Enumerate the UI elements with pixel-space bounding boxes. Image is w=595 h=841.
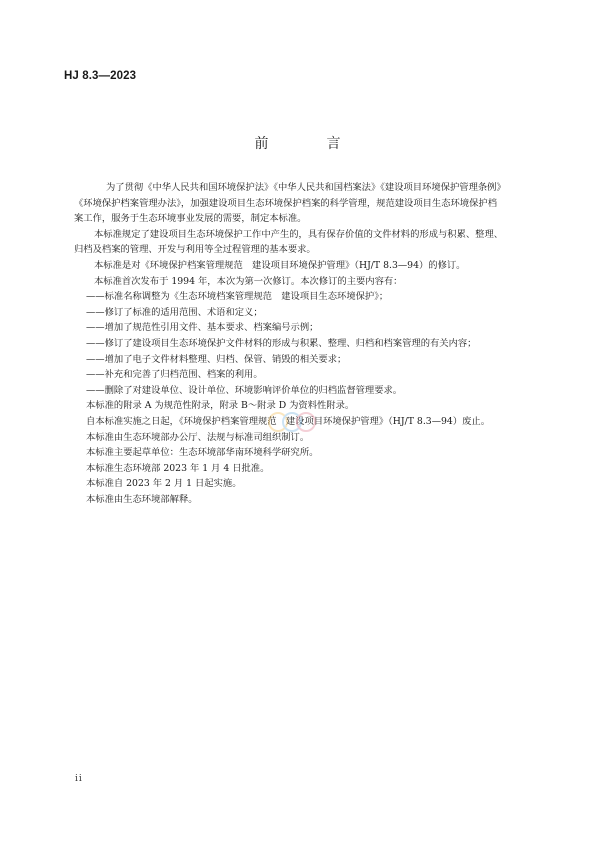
approval-note: 本标准生态环境部 2023 年 1 月 4 日批准。: [86, 462, 270, 474]
drafter-note: 本标准主要起草单位：生态环境部华南环境科学研究所。: [86, 447, 319, 459]
paragraph-1-line-2: 《环境保护档案管理办法》，加强建设项目生态环境保护档案的科学管理，规范建设项目生态环境保护档: [74, 197, 498, 209]
foreword-body: [74, 180, 526, 507]
change-item-4: ——修订了建设项目生态环境保护文件材料的形成与积累、整理、归档和档案管理的有关内容；: [86, 337, 477, 349]
change-item-6: ——补充和完善了归档范围、档案的利用。: [86, 369, 263, 381]
change-item-1: ——标准名称调整为《生态环境档案管理规范 建设项目生态环境保护》；: [86, 291, 389, 303]
appendix-note: 本标准的附录 A 为规范性附录，附录 B～附录 D 为资料性附录。: [86, 400, 355, 412]
paragraph-4: 本标准首次发布于 1994 年，本次为第一次修订。本次修订的主要内容有：: [94, 275, 403, 287]
abolition-note: 自本标准实施之日起，《环境保护档案管理规范 建设项目环境保护管理》（HJ/T 8.3—94）废止。: [86, 415, 491, 427]
paragraph-2-line-2: 归档及档案的管理、开发与利用等全过程管理的基本要求。: [74, 244, 316, 256]
change-item-5: ——增加了电子文件材料整理、归档、保管、销毁的相关要求；: [86, 353, 347, 365]
change-item-2: ——修订了标准的适用范围、术语和定义；: [86, 306, 263, 318]
interpretation-note: 本标准由生态环境部解释。: [86, 493, 198, 505]
paragraph-2-line-1: 本标准规定了建设项目生态环境保护工作中产生的，具有保存价值的文件材料的形成与积累、整理、: [94, 228, 504, 240]
effective-note: 本标准自 2023 年 2 月 1 日起实施。: [86, 478, 242, 490]
page-title: 前 言: [254, 136, 363, 152]
standard-code: HJ 8.3—2023: [64, 70, 137, 82]
watermark-icon: [248, 408, 338, 436]
change-item-3: ——增加了规范性引用文件、基本要求、档案编号示例；: [86, 322, 319, 334]
paragraph-3: 本标准是对《环境保护档案管理规范 建设项目环境保护管理》（HJ/T 8.3—94）的修订。: [94, 259, 466, 271]
paragraph-1-line-3: 案工作，服务于生态环境事业发展的需要，制定本标准。: [74, 213, 307, 225]
paragraph-1-line-1: 为了贯彻《中华人民共和国环境保护法》《中华人民共和国档案法》《建设项目环境保护管理条例》: [106, 182, 506, 193]
organizer-note: 本标准由生态环境部办公厅、法规与标准司组织制订。: [86, 431, 310, 443]
page-number: ii: [75, 774, 83, 784]
change-item-7: ——删除了对建设单位、设计单位、环境影响评价单位的归档监督管理要求。: [86, 384, 403, 396]
